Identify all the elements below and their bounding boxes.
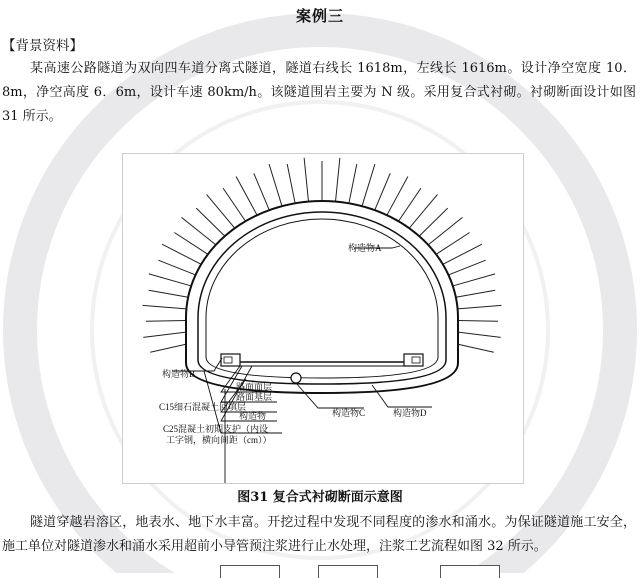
callout-pavement-base: 路面基层 xyxy=(236,392,273,402)
label-structure-b: 构造物B xyxy=(162,369,196,379)
section-heading: 【背景资料】 xyxy=(2,38,83,54)
callout-primary-support: C25混凝土初期支护（内设 xyxy=(163,424,269,434)
structure-b-left-inner xyxy=(224,357,232,363)
callout-structure: 构造物 xyxy=(239,411,267,421)
background-paragraph: 某高速公路隧道为双向四车道分离式隧道，隧道右线长 1618m，左线长 1616m。设计净空宽度 10．8m，净空高度 6．6m，设计车速 80km/h。该隧道围岩主要为 N 级。采用复合式衬砌。衬砌断面设计如图 31 所示。 xyxy=(2,61,636,124)
lining-section-figure xyxy=(122,153,524,484)
next-figure-stub xyxy=(440,565,500,578)
callout-backfill: C15细石混凝土回填层 xyxy=(159,402,247,412)
case-title: 案例三 xyxy=(295,7,344,25)
callout-pavement-surface: 路面面层 xyxy=(236,382,273,392)
label-structure-a: 构造物A xyxy=(348,243,382,253)
karst-paragraph: 隧道穿越岩溶区，地表水、地下水丰富。开挖过程中发现不同程度的渗水和涌水。为保证隧道施工安全，施工单位对隧道渗水和涌水采用超前小导管预注浆进行止水处理，注浆工艺流程如图 32 所示。 xyxy=(2,515,636,554)
callout-primary-support-2: 工字钢，横向间距（cm）） xyxy=(166,435,272,445)
label-structure-c: 构造物C xyxy=(332,408,366,418)
next-figure-stub xyxy=(220,565,280,578)
central-drain xyxy=(291,373,301,383)
label-structure-d: 构造物D xyxy=(393,408,427,418)
figure-caption: 图31 复合式衬砌断面示意图 xyxy=(237,490,403,505)
next-figure-stub xyxy=(318,565,378,578)
structure-b-right-inner xyxy=(412,357,420,363)
